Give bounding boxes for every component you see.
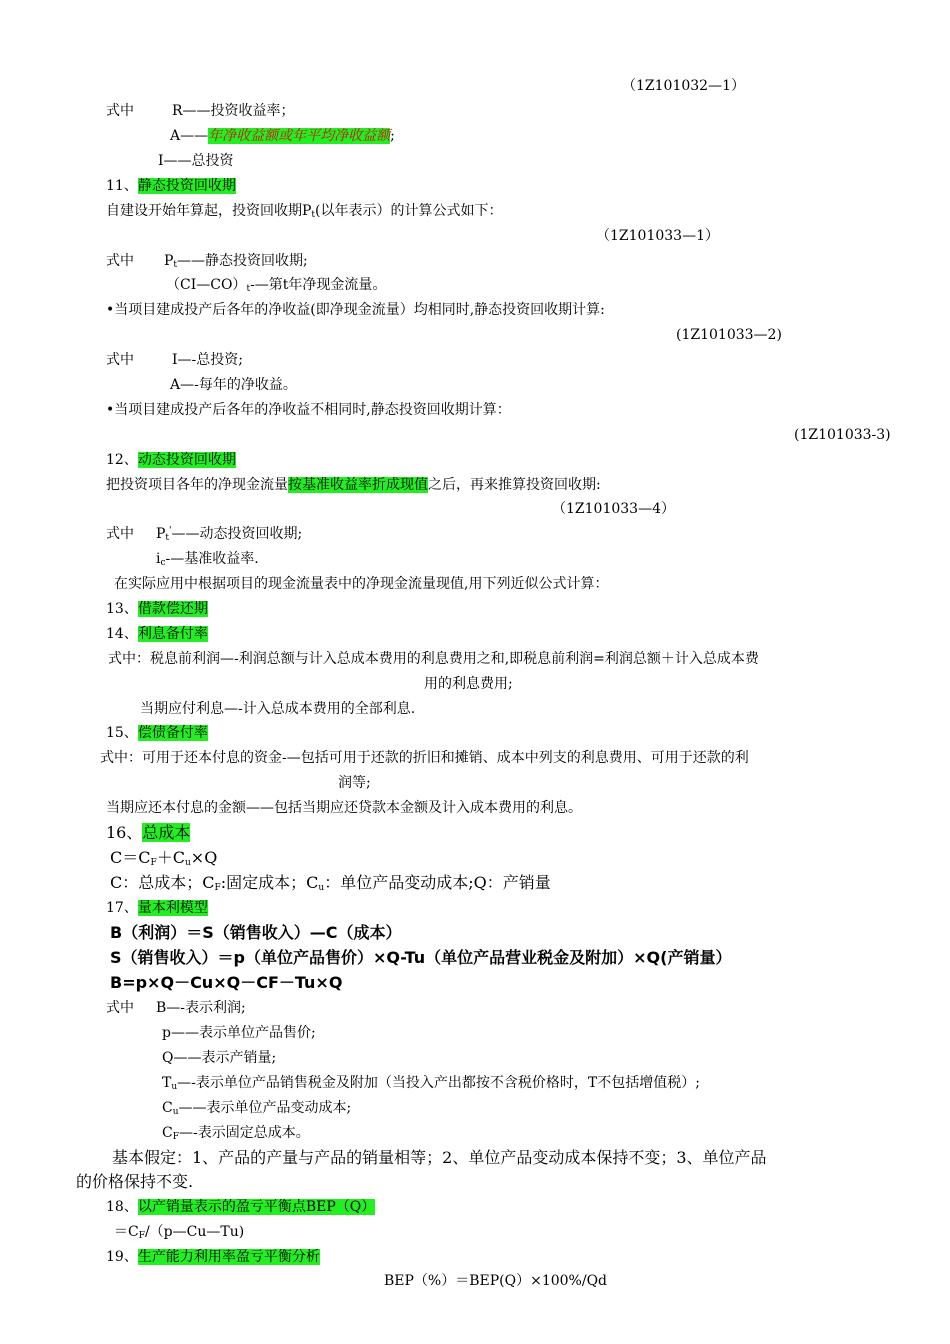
def-cu: $C_u——$表示单位产品变动成本; (162, 1100, 352, 1117)
paragraph-15b: 润等; (338, 775, 371, 791)
paragraph-12: 把投资项目各年的净现金流量按基准收益率折成现值之后，再来推算投资回收期: (106, 477, 601, 493)
def-cico: $(CI—CO)_t-—$第t年净现金流量。 (166, 277, 387, 294)
paragraph-14c: 当期应付利息—-计入总成本费用的全部利息. (140, 701, 416, 717)
equation-17-3: B=p×Q－Cu×Q－CF－Tu×Q (110, 973, 343, 992)
heading-highlight: 静态投资回收期 (137, 178, 236, 194)
label-shizhong: 式中 (106, 253, 134, 269)
def-q: Q——表示产销量; (162, 1050, 277, 1066)
heading-highlight: 动态投资回收期 (137, 452, 236, 468)
label-shizhong: 式中 (106, 1000, 134, 1016)
heading-19: 19、生产能力利用率盈亏平衡分析 (106, 1249, 320, 1265)
highlight-text: 按基准收益率折成现值 (288, 477, 428, 493)
heading-13: 13、借款偿还期 (106, 601, 208, 617)
formula-number: (1Z101033-3) (794, 427, 891, 443)
equation-18: $=C_F/(p—Cu—Tu)$ (114, 1224, 245, 1241)
paragraph-14b: 用的利息费用; (424, 676, 513, 692)
formula-number: （1Z101033—4） (552, 501, 675, 517)
desc-16: C：总成本；$C_F$:固定成本；$C_u$：单位产品变动成本;Q：产销量 (110, 873, 551, 893)
def-a2: A—-每年的净收益。 (170, 377, 297, 393)
def-tu: $T_u—-$表示单位产品销售税金及附加（当投入产出都按不含税价格时，T不包括增值税）; (162, 1075, 700, 1092)
heading-highlight: 量本利模型 (137, 900, 208, 916)
equation-16: $C=C_F+C_u\times Q$ (110, 848, 218, 868)
def-i: I——总投资 (158, 153, 234, 169)
label-shizhong: 式中 (106, 526, 134, 542)
def-p: p——表示单位产品售价; (162, 1025, 316, 1041)
formula-number: （1Z101033—1） (596, 228, 719, 244)
heading-highlight: 总成本 (142, 823, 191, 842)
paragraph-11: 自建设开始年算起，投资回收期$P_t$(以年表示）的计算公式如下： (106, 203, 503, 220)
def-ptd: $P_t'——$动态投资回收期; (156, 526, 303, 543)
assumption-line-2: 的价格保持不变. (76, 1172, 194, 1191)
heading-16: 16、总成本 (106, 823, 191, 842)
heading-18: 18、以产销量表示的盈亏平衡点BEP（Q） (106, 1199, 376, 1215)
paragraph-15a: 式中：可用于还本付息的资金-—包括可用于还款的折旧和摊销、成本中列支的利息费用、可用于还款的利 (100, 750, 749, 766)
formula-number: （1Z101032—1） (622, 78, 745, 94)
def-a: A——年净收益额或年平均净收益额; (170, 128, 395, 144)
equation-17-2: S（销售收入）＝p（单位产品售价）×Q-Tu（单位产品营业税金及附加）×Q(产销量） (110, 948, 732, 967)
highlight-text: 年净收益额或年平均净收益额 (208, 128, 391, 144)
label-shizhong: 式中 (106, 352, 134, 368)
heading-17: 17、量本利模型 (106, 900, 208, 916)
def-b: B—-表示利润; (156, 1000, 246, 1016)
heading-11: 11、静态投资回收期 (106, 178, 236, 194)
def-r: R——投资收益率； (172, 103, 295, 119)
bullet-equal: •当项目建成投产后各年的净收益(即净现金流量）均相同时,静态投资回收期计算: (106, 302, 605, 318)
heading-15: 15、偿债备付率 (106, 725, 208, 741)
heading-12: 12、动态投资回收期 (106, 452, 236, 468)
heading-highlight: 生产能力利用率盈亏平衡分析 (137, 1249, 320, 1265)
heading-highlight: 利息备付率 (137, 626, 208, 642)
paragraph-14a: 式中：税息前利润—-利润总额与计入总成本费用的利息费用之和,即税息前利润=利润总额＋计入总成本费 (108, 651, 759, 667)
equation-19: BEP（%）＝BEP(Q）×100%/Qd (384, 1273, 608, 1289)
heading-highlight: 借款偿还期 (137, 601, 208, 617)
label-shizhong: 式中 (106, 103, 134, 119)
def-pt: $P_t——$静态投资回收期; (164, 253, 308, 270)
def-cf: $C_F—-$表示固定总成本。 (162, 1125, 310, 1142)
formula-number: (1Z101033—2) (676, 327, 782, 343)
bullet-unequal: •当项目建成投产后各年的净收益不相同时,静态投资回收期计算： (106, 402, 511, 418)
equation-17-1: B（利润）＝S（销售收入）—C（成本） (110, 923, 402, 942)
paragraph-12b: 在实际应用中根据项目的现金流量表中的净现金流量现值,用下列近似公式计算： (114, 576, 609, 592)
heading-highlight: 偿债备付率 (137, 725, 208, 741)
heading-highlight: 以产销量表示的盈亏平衡点BEP（Q） (137, 1199, 376, 1215)
paragraph-15c: 当期应还本付息的金额——包括当期应还贷款本金额及计入成本费用的利息。 (106, 800, 582, 816)
def-i2: I—-总投资; (172, 352, 243, 368)
def-ic: $i_c-—$基准收益率. (156, 551, 259, 568)
assumption-line-1: 基本假定：1、产品的产量与产品的销量相等；2、单位产品变动成本保持不变；3、单位产品 (112, 1148, 767, 1167)
heading-14: 14、利息备付率 (106, 626, 208, 642)
